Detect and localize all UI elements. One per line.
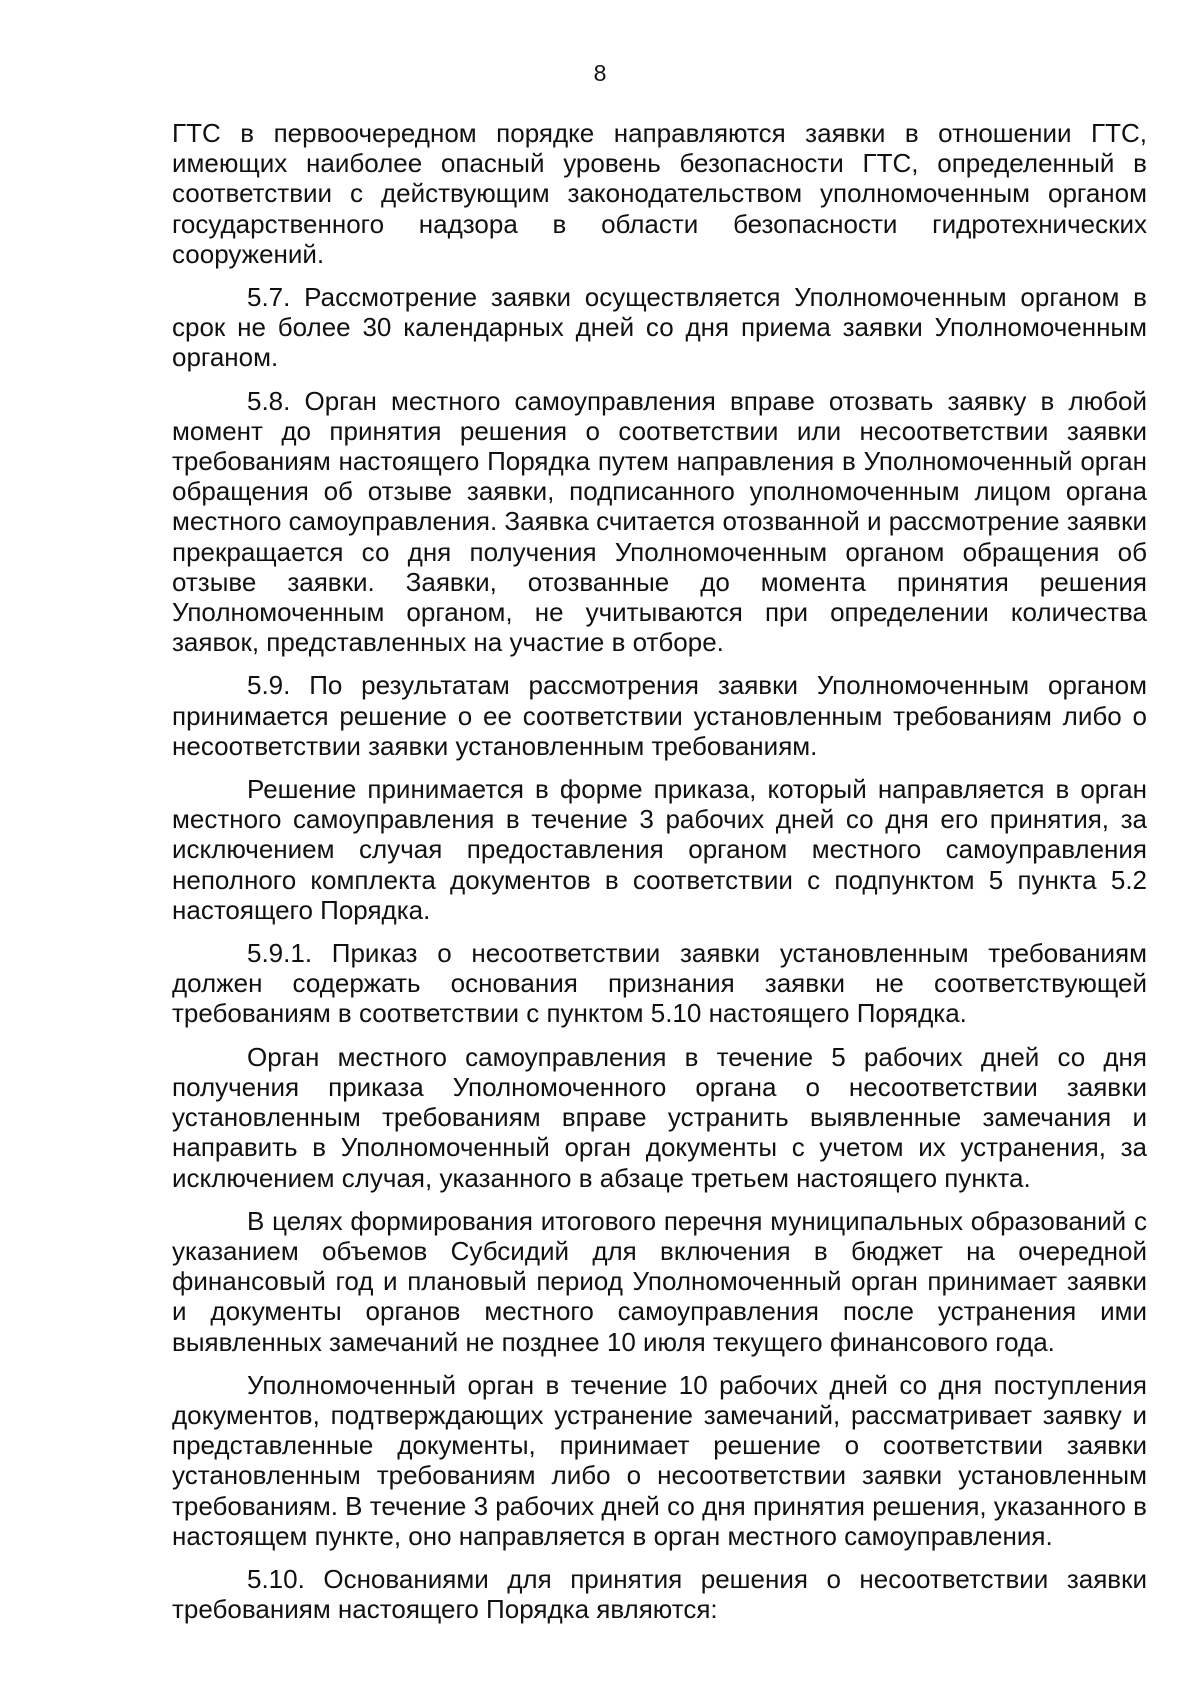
- paragraph-final-list: В целях формирования итогового перечня муниципальных образований с указанием объемов Субсидий для включения в бюджет на очередной финансовый год и плановый период Уполномоченный орган принимает заявки и документы органов местного самоуправления после устранения ими выявленных замечаний не позднее 10 июля текущего финансового года.: [172, 1205, 1147, 1357]
- paragraph-5-8: 5.8. Орган местного самоуправления вправе отозвать заявку в любой момент до принятия решения о соответствии или несоответствии заявки требованиям настоящего Порядка путем направления в Уполномоченный орган обращения об отзыве заявки, подписанного уполномоченным лицом органа местного самоуправления. Заявка считается отозванной и рассмотрение заявки прекращается со дня получения Уполномоченным органом обращения об отзыве заявки. Заявки, отозванные до момента принятия решения Уполномоченным органом, не учитываются при определении количества заявок, представленных на участие в отборе.: [172, 385, 1147, 658]
- paragraph-review-documents: Уполномоченный орган в течение 10 рабочих дней со дня поступления документов, подтверждающих устранение замечаний, рассматривает заявку и представленные документы, принимает решение о соответствии заявки установленным требованиям либо о несоответствии заявки установленным требованиям. В течение 3 рабочих дней со дня принятия решения, указанного в настоящем пункте, оно направляется в орган местного самоуправления.: [172, 1369, 1147, 1551]
- page-number: 8: [593, 60, 607, 86]
- document-body: [172, 118, 1147, 1637]
- paragraph-5-9-1: 5.9.1. Приказ о несоответствии заявки установленным требованиям должен содержать основания признания заявки не соответствующей требованиям в соответствии с пунктом 5.10 настоящего Порядка.: [172, 938, 1147, 1029]
- paragraph-local-authority-fix: Орган местного самоуправления в течение 5 рабочих дней со дня получения приказа Уполномоченного органа о несоответствии заявки установленным требованиям вправе устранить выявленные замечания и направить в Уполномоченный орган документы с учетом их устранения, за исключением случая, указанного в абзаце третьем настоящего пункта.: [172, 1041, 1147, 1193]
- paragraph-gts-priority: ГТС в первоочередном порядке направляются заявки в отношении ГТС, имеющих наиболее опасный уровень безопасности ГТС, определенный в соответствии с действующим законодательством уполномоченным органом государственного надзора в области безопасности гидротехнических сооружений.: [172, 118, 1147, 269]
- paragraph-5-10: 5.10. Основаниями для принятия решения о несоответствии заявки требованиям настоящего Порядка являются:: [172, 1563, 1147, 1625]
- paragraph-decision-order: Решение принимается в форме приказа, который направляется в орган местного самоуправления в течение 3 рабочих дней со дня его принятия, за исключением случая предоставления органом местного самоуправления неполного комплекта документов в соответствии с подпунктом 5 пункта 5.2 настоящего Порядка.: [172, 774, 1147, 925]
- paragraph-5-7: 5.7. Рассмотрение заявки осуществляется Уполномоченным органом в срок не более 30 календарных дней со дня приема заявки Уполномоченным органом.: [172, 282, 1147, 373]
- paragraph-5-9: 5.9. По результатам рассмотрения заявки Уполномоченным органом принимается решение о ее соответствии установленным требованиям либо о несоответствии заявки установленным требованиям.: [172, 670, 1147, 761]
